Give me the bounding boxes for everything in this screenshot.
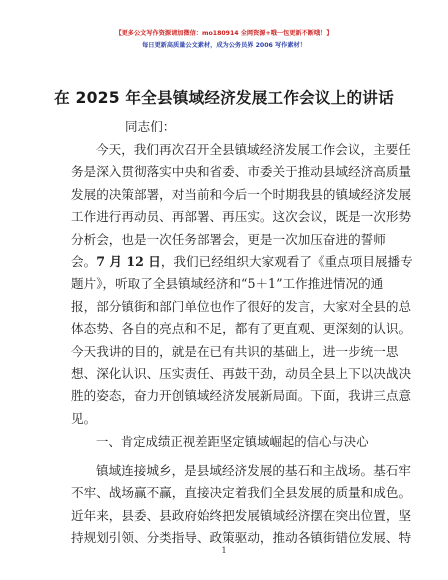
paragraph-line: 见。 (71, 410, 97, 426)
promo-banner-line-1: 【更多公文写作资源请加微信：mo180914 全网资源+哦一包更新不断哦！】 (115, 30, 333, 37)
paragraph-line: 持规划引领、分类指导、政策驱动，推动各镇街错位发展、特 (71, 530, 412, 546)
paragraph-line: 镇域连接城乡，是县域经济发展的基石和主战场。基石牢 (96, 463, 411, 478)
paragraph-line: 分析会，也是一次任务部署会，更是一次加压奋进的誓师 (71, 231, 386, 247)
paragraph-line: 近年来，县委、县政府始终把发展镇域经济摆在突出位置，坚 (71, 507, 412, 523)
meeting-date: 7 月 12 日 (96, 253, 161, 269)
paragraph-line: 题片》，听取了全县镇域经济和“5＋1”工作推进情况的通 (71, 276, 384, 292)
line-prefix: 会。 (71, 253, 97, 269)
paragraph-line-with-date (71, 251, 413, 273)
page-number: 1 (221, 546, 227, 555)
salutation: 同志们： (125, 119, 176, 134)
paragraph-intro (71, 139, 413, 430)
document-title: 在 2025 年全县镇域经济发展工作会议上的讲话 (54, 89, 394, 107)
line-suffix: ，我们已经组织大家观看了《重点项目展播专 (160, 253, 413, 269)
paragraph-line: 胜的姿态，奋力开创镇域经济发展新局面。下面，我讲三点意 (71, 388, 412, 404)
paragraph-line: 发展的决策部署，对当前和今后一个时期我县的镇域经济发展 (71, 186, 412, 202)
promo-banner-line-2: 每日更新高质量公文素材，成为公务员界 2006 写作素材！ (142, 42, 306, 49)
paragraph-line: 工作进行再动员、再部署、再压实。这次会议，既是一次形势 (71, 209, 412, 225)
section-heading-block (71, 431, 391, 453)
paragraph-line: 今天我讲的目的，就是在已有共识的基础上，进一步统一思 (71, 343, 399, 359)
paragraph-line: 务是深入贯彻落实中央和省委、市委关于推动县域经济高质量 (71, 164, 412, 180)
section-heading: 一、肯定成绩正视差距坚定镇域崛起的信心与决心 (96, 434, 369, 449)
paragraph-line: 不牢、战场赢不赢，直接决定着我们全县发展的质量和成色。 (71, 485, 412, 501)
paragraph-section-1 (71, 460, 412, 550)
paragraph-line: 报，部分镇街和部门单位也作了很好的发言，大家对全县的总 (71, 298, 412, 314)
paragraph-line: 今天，我们再次召开全县镇域经济发展工作会议，主要任 (96, 142, 411, 157)
paragraph-line: 想、深化认识、压实责任、再鼓干劲，动员全县上下以决战决 (71, 365, 412, 381)
paragraph-line: 体态势、各自的亮点和不足，都有了更直观、更深刻的认识。 (71, 321, 412, 337)
